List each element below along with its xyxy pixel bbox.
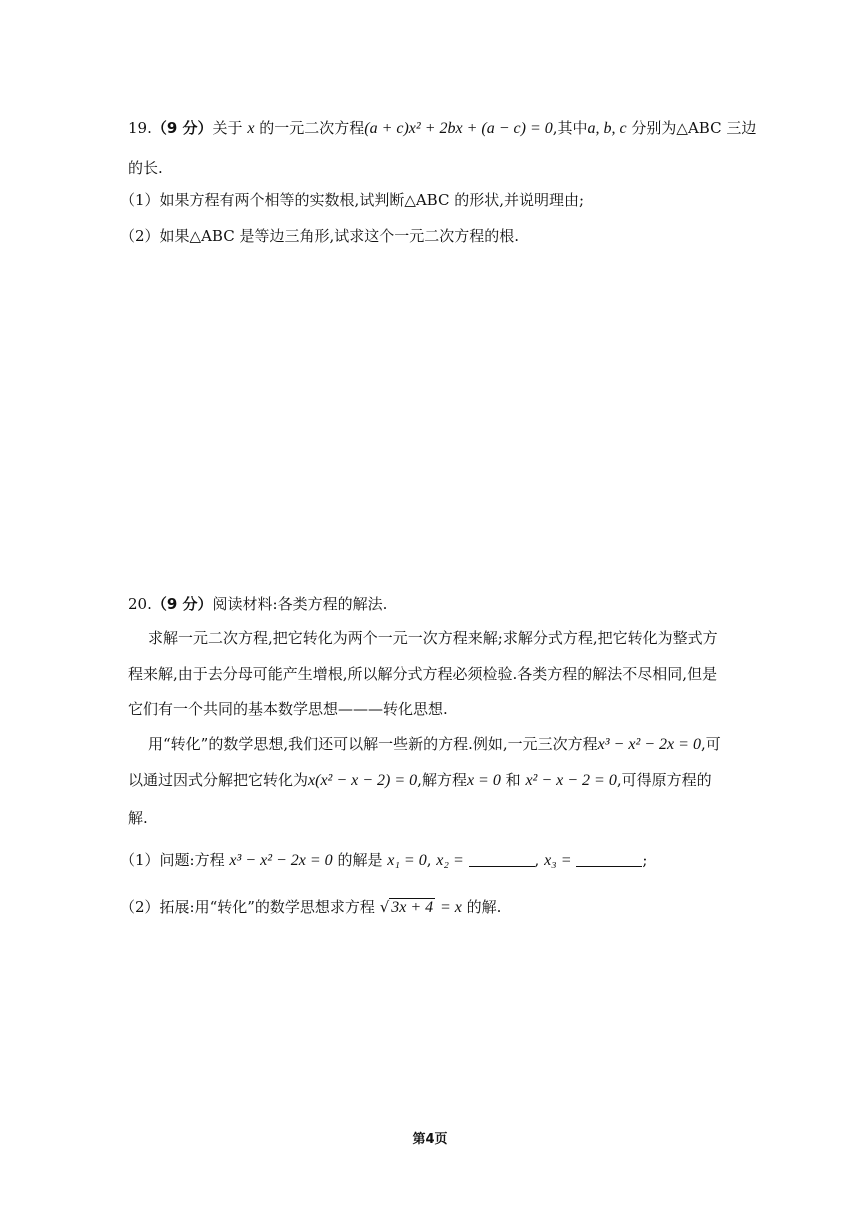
q20-part1-text-a: （1）问题:方程 — [120, 851, 225, 869]
q20-part1-text-b: 的解是 — [337, 851, 383, 869]
q20-para2-text-e: 和 — [505, 771, 521, 789]
q20-para2-text-f: ,可得原方程的 — [616, 771, 712, 789]
q20-number: 20. — [128, 595, 152, 613]
page-number: 第4页 — [412, 1132, 448, 1147]
sqrt-icon: √ — [379, 898, 390, 916]
q20-part2-text-b: 的解. — [466, 898, 502, 916]
sqrt-radicand: 3x + 4 — [391, 899, 434, 916]
q19-stem-1: 关于 — [212, 119, 243, 137]
q20-title: 阅读材料:各类方程的解法. — [212, 595, 388, 613]
q20-x3: x₃ = — [544, 852, 572, 869]
q20-part-1: （1）问题:方程 x³ − x² − 2x = 0 的解是 x₁ = 0, x₂ = , x₃ = ; — [120, 851, 648, 869]
q19-score: （9 分） — [151, 119, 213, 137]
q20-para2-text-c: 以通过因式分解把它转化为 — [128, 771, 309, 789]
q19-vars: a, b, c — [587, 120, 627, 137]
q19-part-1: （1）如果方程有两个相等的实数根,试判断△ABC 的形状,并说明理由; — [120, 191, 585, 209]
q20-x1: x₁ = 0 — [387, 852, 427, 869]
q19-stem-4: 分别为△ABC 三边 — [631, 119, 757, 137]
q20-x2: x₂ = — [436, 852, 464, 869]
q20-part2-text-a: （2）拓展:用“转化”的数学思想求方程 — [120, 898, 375, 916]
q20-eq-quad: x² − x − 2 = 0 — [525, 772, 617, 789]
answer-blank-x3[interactable] — [576, 852, 642, 867]
answer-blank-x2[interactable] — [469, 852, 535, 867]
sqrt-expression — [380, 897, 435, 918]
q20-factored-eq: x(x² − x − 2) = 0 — [308, 772, 418, 789]
q20-para1-line2: 程来解,由于去分母可能产生增根,所以解分式方程必须检验.各类方程的解法不尽相同,但是 — [128, 665, 718, 683]
q20-part2-rhs: = x — [439, 899, 462, 916]
q20-para2-text-d: ,解方程 — [417, 771, 467, 789]
q20-para1-line1: 求解一元二次方程,把它转化为两个一元一次方程来解;求解分式方程,把它转化为整式方 — [148, 629, 718, 647]
q20-score: （9 分） — [151, 595, 213, 613]
q20-cubic-eq: x³ − x² − 2x = 0 — [597, 736, 701, 753]
q20-part1-end: ; — [642, 851, 648, 869]
q19-line-1 — [128, 118, 756, 139]
q20-part1-eq: x³ − x² − 2x = 0 — [229, 852, 333, 869]
q19-stem-5: 的长. — [128, 159, 163, 177]
q20-para2-text-b: ,可 — [700, 735, 721, 753]
q20-part-2 — [120, 897, 501, 918]
q20-para2-line3: 解. — [128, 809, 148, 827]
q20-para2-text-a: 用“转化”的数学思想,我们还可以解一些新的方程.例如,一元三次方程 — [148, 735, 598, 753]
q19-part-2: （2）如果△ABC 是等边三角形,试求这个一元二次方程的根. — [120, 227, 519, 245]
q20-heading — [128, 594, 387, 614]
q19-number: 19. — [128, 119, 152, 137]
q20-para2-line1 — [148, 734, 721, 755]
q20-para2-line2 — [128, 770, 712, 791]
q19-var-x: x — [247, 120, 255, 137]
q20-para1-line3: 它们有一个共同的基本数学思想———转化思想. — [128, 700, 448, 718]
q19-stem-2: 的一元二次方程 — [259, 119, 365, 137]
q19-equation: (a + c)x² + 2bx + (a − c) = 0 — [364, 120, 553, 137]
q20-eq-x0: x = 0 — [466, 772, 501, 789]
q19-stem-3: ,其中 — [552, 119, 588, 137]
